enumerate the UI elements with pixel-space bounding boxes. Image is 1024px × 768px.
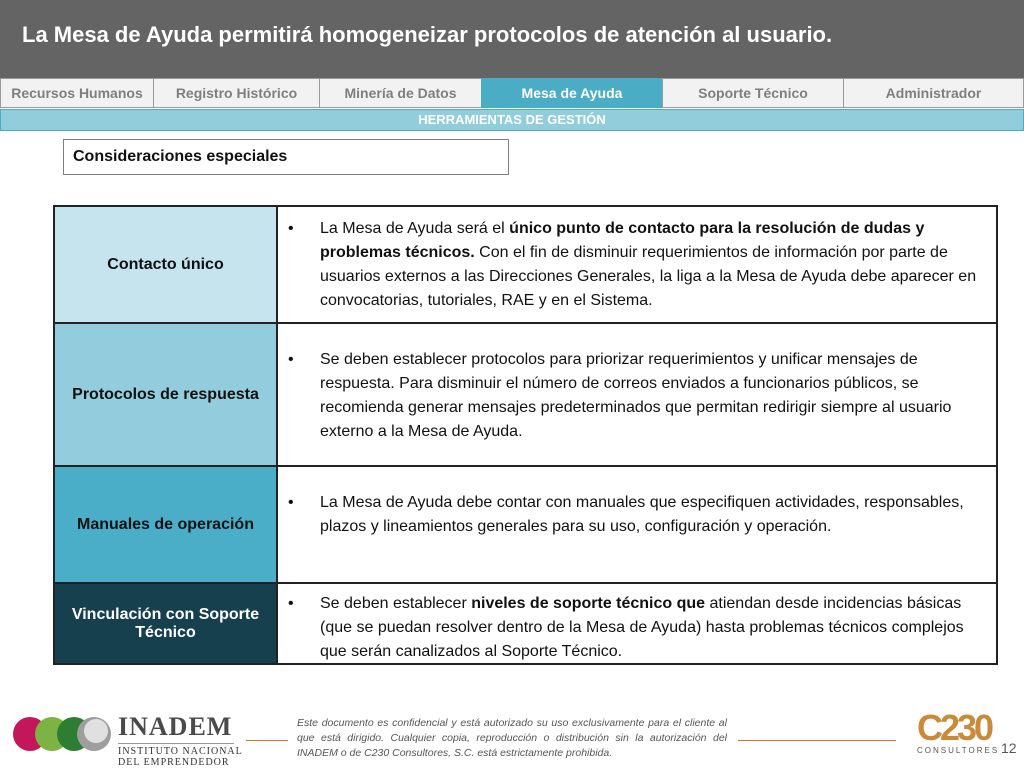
table-row xyxy=(55,322,996,465)
tab-registro-historico[interactable]: Registro Histórico xyxy=(153,78,320,108)
page-title: La Mesa de Ayuda permitirá homogeneizar protocolos de atención al usuario. xyxy=(22,22,833,47)
row-text: La Mesa de Ayuda será el xyxy=(320,220,510,237)
nav-tabs xyxy=(0,78,1024,108)
c230-sub: CONSULTORES xyxy=(917,746,1000,755)
herramientas-bar[interactable]: HERRAMIENTAS DE GESTIÓN xyxy=(0,109,1024,131)
row-label: Manuales de operación xyxy=(55,467,278,582)
inadem-logo xyxy=(118,712,243,768)
inadem-line2: DEL EMPRENDEDOR xyxy=(118,757,230,768)
row-label: Protocolos de respuesta xyxy=(55,324,278,465)
tab-mesa-de-ayuda[interactable]: Mesa de Ayuda xyxy=(481,78,663,108)
tab-soporte-tecnico[interactable]: Soporte Técnico xyxy=(662,78,844,108)
row-text: Se deben establecer protocolos para priorizar requerimientos y unificar mensajes de respuesta. Para disminuir el número de correos enviados a funcionarios públicos, se recomienda generar mensajes predeterminados que permitan redirigir siempre al usuario externo a la Mesa de Ayuda. xyxy=(320,351,952,440)
row-text-bold: único punto de contacto para la resolución de dudas y problemas técnicos. xyxy=(320,220,925,261)
tab-recursos-humanos[interactable]: Recursos Humanos xyxy=(0,78,154,108)
row-text-cont: Con el fin de disminuir requerimientos de información por parte de usuarios externos a las Direcciones Generales, la liga a la Mesa de Ayuda debe aparecer en convocatorias, tutoriales, RAE y en el Sistema. xyxy=(320,244,977,309)
logo-divider xyxy=(118,743,234,744)
bullet-icon: • xyxy=(288,351,294,368)
inadem-brand: INADEM xyxy=(118,712,233,741)
footer-divider xyxy=(246,740,288,741)
table-row xyxy=(55,465,996,582)
row-text: Se deben establecer xyxy=(320,595,472,612)
tab-administrador[interactable]: Administrador xyxy=(843,78,1024,108)
row-label: Contacto único xyxy=(55,207,278,322)
inadem-line1: INSTITUTO NACIONAL xyxy=(118,746,243,757)
row-label: Vinculación con Soporte Técnico xyxy=(55,584,278,663)
table-row xyxy=(55,582,996,663)
table-row xyxy=(55,207,996,322)
row-text-cont: atiendan desde incidencias básicas (que se puedan resolver dentro de la Mesa de Ayuda) hasta problemas técnicos complejos que serán canalizados al Soporte Técnico. xyxy=(320,595,964,660)
bullet-icon: • xyxy=(288,494,294,511)
section-title: Consideraciones especiales xyxy=(73,148,288,165)
considerations-table xyxy=(53,205,998,665)
row-content xyxy=(278,584,996,663)
c230-brand: C230 xyxy=(917,707,992,748)
inadem-logo-icon xyxy=(12,714,112,754)
page-number: 12 xyxy=(1001,740,1017,756)
tab-mineria-de-datos[interactable]: Minería de Datos xyxy=(319,78,482,108)
c230-logo xyxy=(917,707,1000,755)
confidential-notice: Este documento es confidencial y está autorizado su uso exclusivamente para el cliente al que está dirigido. Cualquier copia, reproducción o distribución sin la autorización del INADEM o de C230 Consultores, S.C. está estrictamente prohibida. xyxy=(297,717,727,759)
footer-divider xyxy=(738,740,896,741)
bullet-icon: • xyxy=(288,220,294,237)
row-text-bold: niveles de soporte técnico que xyxy=(471,595,706,612)
title-bar xyxy=(0,0,1024,78)
row-content xyxy=(278,467,996,582)
row-content xyxy=(278,324,996,465)
section-title-box xyxy=(63,139,509,175)
bullet-icon: • xyxy=(288,595,294,612)
row-text: La Mesa de Ayuda debe contar con manuales que especifiquen actividades, responsables, plazos y lineamientos generales para su uso, configuración y operación. xyxy=(320,494,964,535)
row-content xyxy=(278,207,996,322)
